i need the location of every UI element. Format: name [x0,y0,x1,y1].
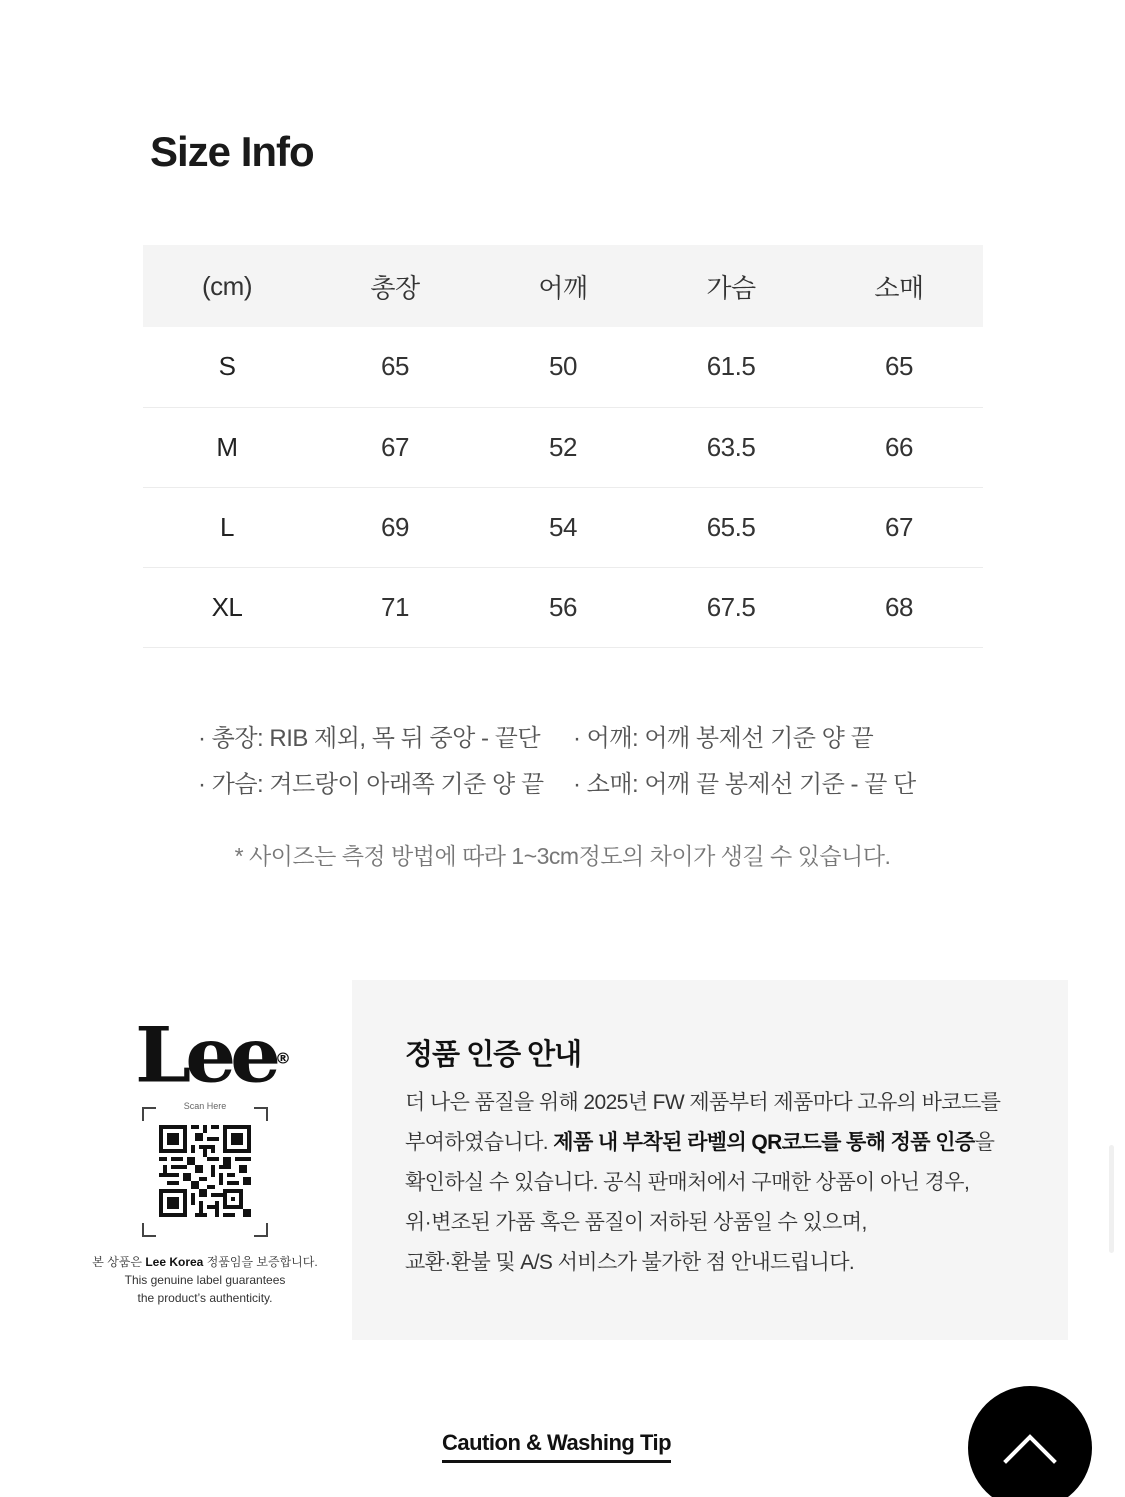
scrollbar[interactable] [1109,1145,1114,1253]
shoulder-value: 54 [549,511,577,542]
authenticity-notice-box [352,980,1068,1340]
size-label: S [218,351,236,382]
scan-here-label: Scan Here [183,1101,227,1111]
notes-row [198,716,916,762]
shoulder-value: 52 [549,431,577,462]
notice-line: 확인하실 수 있습니다. 공식 판매처에서 구매한 상품이 아닌 경우, [405,1171,970,1194]
authenticity-caption [80,1253,330,1307]
notice-line: 교환·환불 및 A/S 서비스가 불가한 점 안내드립니다. [405,1251,855,1274]
brand-name: Lee [134,1010,276,1100]
lee-logo [134,1010,292,1100]
table-row [143,487,983,567]
measurement-notes [198,716,916,808]
notice-line: 위·변조된 가품 혹은 품질이 저하된 상품일 수 있으며, [405,1211,867,1234]
table-row [143,567,983,647]
chest-value: 65.5 [706,511,756,542]
sleeve-value: 66 [885,431,913,462]
authenticity-label [80,1010,330,1307]
shoulder-value: 50 [549,351,577,382]
caption-prefix: 본 상품은 [92,1255,146,1269]
note-total-length: · 총장: RIB 제외, 목 뒤 중앙 - 끝단 [198,725,541,752]
notice-line [405,1123,1068,1163]
note-sleeve: · 소매: 어깨 끝 봉제선 기준 - 끝 단 [573,771,916,798]
chest-value: 63.5 [706,431,756,462]
size-disclaimer: * 사이즈는 측정 방법에 따라 1~3cm정도의 차이가 생길 수 있습니다. [234,843,891,869]
header-sleeve: 소매 [874,272,924,303]
chevron-up-icon [1002,1431,1058,1465]
sleeve-value: 65 [885,351,913,382]
authenticity-heading: 정품 인증 안내 [405,1039,582,1071]
page-title: Size Info [150,128,314,175]
qr-code-icon [159,1125,251,1217]
qr-frame [142,1101,268,1237]
chest-value: 61.5 [706,351,756,382]
caption-english-line1: This genuine label guarantees [124,1273,286,1287]
caption-english-line2: the product’s authenticity. [137,1291,273,1305]
table-row [143,327,983,407]
frame-corner [142,1223,156,1237]
chest-value: 67.5 [706,591,756,622]
sleeve-value: 68 [885,591,913,622]
header-shoulder: 어깨 [538,272,588,303]
frame-corner [254,1223,268,1237]
sleeve-value: 67 [885,511,913,542]
notice-emphasis: 제품 내 부착된 라벨의 QR코드를 통해 정품 인증 [553,1131,975,1154]
total-length-value: 71 [381,591,409,622]
size-label: XL [211,591,243,622]
caption-suffix: 정품임을 보증합니다. [203,1255,318,1269]
header-chest: 가슴 [706,272,756,303]
notice-text: 을 [974,1131,995,1154]
caption-korean [80,1253,330,1271]
total-length-value: 69 [381,511,409,542]
table-header-row [143,245,983,327]
size-table [143,245,983,648]
notice-text: 부여하였습니다. [405,1131,554,1154]
registered-mark-icon: ® [275,1049,292,1068]
caution-washing-tip-link[interactable]: Caution & Washing Tip [442,1430,671,1463]
size-label: M [216,431,238,462]
note-chest: · 가슴: 겨드랑이 아래쪽 기준 양 끝 [198,771,544,798]
total-length-value: 65 [381,351,409,382]
scroll-to-top-button[interactable] [968,1386,1092,1497]
shoulder-value: 56 [549,591,577,622]
header-unit: (cm) [202,270,252,301]
caption-brand: Lee Korea [145,1255,204,1269]
notes-row [198,762,916,808]
notice-line: 더 나은 품질을 위해 2025년 FW 제품부터 제품마다 고유의 바코드를 [405,1091,1001,1114]
total-length-value: 67 [381,431,409,462]
table-row [143,407,983,487]
header-total-length: 총장 [370,272,420,303]
note-shoulder: · 어깨: 어깨 봉제선 기준 양 끝 [573,725,874,752]
size-label: L [220,511,234,542]
